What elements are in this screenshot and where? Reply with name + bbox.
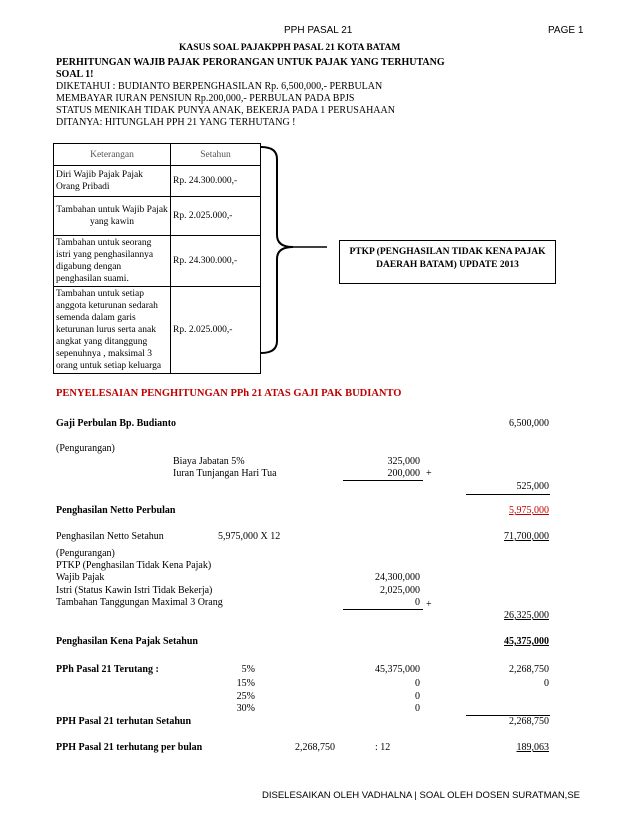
table-header-keterangan: Keterangan: [54, 144, 171, 166]
case-title: KASUS SOAL PAJAKPPH PASAL 21 KOTA BATAM: [179, 43, 401, 53]
iuran-value: 200,000: [387, 468, 420, 479]
table-cell-value: Rp. 2.025.000,-: [171, 197, 261, 236]
pph-bulan-base: 2,268,750: [295, 742, 335, 753]
pph-bulan-div: : 12: [375, 742, 391, 753]
istri-value: 2,025,000: [380, 585, 420, 596]
tariff-base: 0: [415, 703, 420, 714]
table-row: [54, 287, 261, 374]
intro-line: PERHITUNGAN WAJIB PAJAK PERORANGAN UNTUK PAJAK YANG TERHUTANG: [56, 57, 445, 68]
biaya-jabatan-label: Biaya Jabatan 5%: [173, 456, 245, 467]
total-pengurangan: 525,000: [516, 481, 549, 492]
ptkp-table: [53, 143, 261, 374]
gaji-label: Gaji Perbulan Bp. Budianto: [56, 418, 177, 429]
curly-brace-icon: [259, 145, 329, 355]
pkp-value: 45,375,000: [504, 636, 549, 647]
tariff-base: 0: [415, 678, 420, 689]
table-row: [54, 236, 261, 287]
gaji-value: 6,500,000: [509, 418, 549, 429]
wp-label: Wajib Pajak: [56, 572, 105, 583]
table-cell-value: Rp. 24.300.000,-: [171, 166, 261, 197]
plus-sign: +: [426, 599, 432, 610]
tariff-tax: 2,268,750: [509, 664, 549, 675]
total-ptkp: 26,325,000: [504, 610, 549, 621]
intro-line: SOAL 1!: [56, 69, 94, 80]
table-cell-label: Tambahan untuk setiap anggota keturunan sedarah semenda dalam garis keturunan lurus serta anak angkat yang ditanggung sepenuhnya , maksimal 3 orang untuk setiap keluarga: [54, 287, 171, 374]
pph-label: PPh Pasal 21 Terutang :: [56, 664, 159, 675]
pph-bulan-label: PPH Pasal 21 terhutang per bulan: [56, 742, 203, 753]
tanggungan-value: 0: [415, 597, 420, 608]
table-cell-value: Rp. 24.300.000,-: [171, 236, 261, 287]
tariff-tax: 0: [544, 678, 549, 689]
pph-bulan-value: 189,063: [516, 742, 549, 753]
intro-line: MEMBAYAR IURAN PENSIUN Rp.200,000,- PERBULAN PADA BPJS: [56, 93, 355, 104]
tariff-base: 0: [415, 691, 420, 702]
netto-tahun-calc: 5,975,000 X 12: [218, 531, 281, 542]
table-row: [54, 197, 261, 236]
pph-tahun-label: PPH Pasal 21 terhutan Setahun: [56, 716, 192, 727]
istri-label: Istri (Status Kawin Istri Tidak Bekerja): [56, 585, 213, 596]
table-cell-label: Diri Wajib Pajak Pajak Orang Pribadi: [54, 166, 171, 197]
tariff-rate: 5%: [241, 664, 255, 675]
netto-tahun-value: 71,700,000: [504, 531, 549, 542]
solution-title: PENYELESAIAN PENGHITUNGAN PPh 21 ATAS GAJI PAK BUDIANTO: [56, 388, 402, 399]
tariff-rate: 30%: [236, 703, 255, 714]
table-cell-label: Tambahan untuk seorang istri yang penghasilannya digabung dengan penghasilan suami.: [54, 236, 171, 287]
netto-bulan-value: 5,975,000: [509, 505, 549, 516]
page-footer: DISELESAIKAN OLEH VADHALNA | SOAL OLEH DOSEN SURATMAN,SE: [262, 790, 580, 801]
problem-statement: [56, 57, 445, 129]
pkp-label: Penghasilan Kena Pajak Setahun: [56, 636, 198, 647]
intro-line: DIKETAHUI : BUDIANTO BERPENGHASILAN Rp. 6,500,000,- PERBULAN: [56, 81, 383, 92]
wp-value: 24,300,000: [375, 572, 420, 583]
divider: [466, 494, 550, 495]
plus-sign: +: [426, 468, 432, 479]
divider: [343, 480, 423, 481]
page-header-title: PPH PASAL 21: [284, 25, 353, 36]
ptkp-label: PTKP (Penghasilan Tidak Kena Pajak): [56, 560, 212, 571]
ptkp-note-box: PTKP (PENGHASILAN TIDAK KENA PAJAK DAERAH BATAM) UPDATE 2013: [339, 240, 556, 284]
page-number: PAGE 1: [548, 25, 584, 36]
tariff-rate: 15%: [236, 678, 255, 689]
pph-tahun-value: 2,268,750: [509, 716, 549, 727]
tariff-rate: 25%: [236, 691, 255, 702]
netto-tahun-label: Penghasilan Netto Setahun: [56, 531, 164, 542]
pengurangan-label-2: (Pengurangan): [56, 548, 115, 559]
tanggungan-label: Tambahan Tanggungan Maximal 3 Orang: [56, 597, 223, 608]
table-row: [54, 166, 261, 197]
table-cell-value: Rp. 2.025.000,-: [171, 287, 261, 374]
pengurangan-label: (Pengurangan): [56, 443, 115, 454]
iuran-label: Iuran Tunjangan Hari Tua: [173, 468, 277, 479]
intro-line: DITANYA: HITUNGLAH PPH 21 YANG TERHUTANG !: [56, 117, 296, 128]
table-cell-label: Tambahan untuk Wajib Pajak yang kawin: [54, 197, 171, 236]
intro-line: STATUS MENIKAH TIDAK PUNYA ANAK, BEKERJA PADA 1 PERUSAHAAN: [56, 105, 395, 116]
table-header-setahun: Setahun: [171, 144, 261, 166]
divider: [343, 609, 423, 610]
biaya-jabatan-value: 325,000: [387, 456, 420, 467]
tariff-base: 45,375,000: [375, 664, 420, 675]
netto-bulan-label: Penghasilan Netto Perbulan: [56, 505, 176, 516]
divider: [466, 715, 550, 716]
